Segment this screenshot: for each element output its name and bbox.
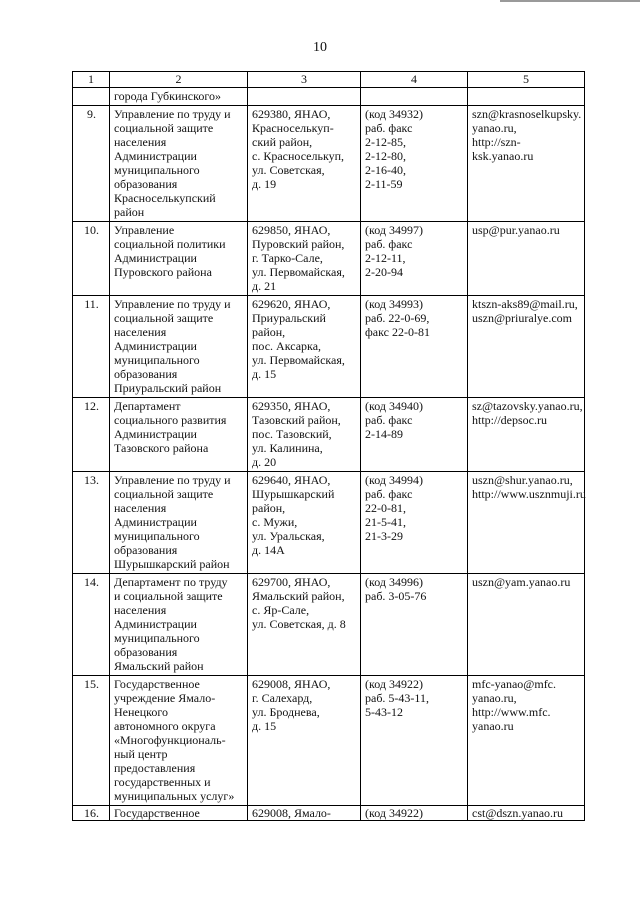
number-cell: 9.	[73, 106, 110, 222]
table-row	[73, 296, 585, 398]
phone-cell: (код 34922)	[361, 806, 468, 821]
table-row	[73, 398, 585, 472]
organization-cell: Управление по труду и социальной защите населения Администрации муниципального образования Шурышкарский район	[110, 472, 248, 574]
address-cell: 629850, ЯНАО, Пуровский район, г. Тарко-Сале, ул. Первомайская, д. 21	[248, 222, 361, 296]
contact-cell: uszn@yam.yanao.ru	[468, 574, 585, 676]
page-number: 10	[313, 40, 327, 55]
organization-cell: Государственное учреждение Ямало- Ненецкого автономного округа «Многофункциональ- ный центр предоставления государственных и муниципальных услуг»	[110, 676, 248, 806]
continued-row	[73, 88, 585, 106]
organization-cell: Государственное	[110, 806, 248, 821]
contact-cell: usp@pur.yanao.ru	[468, 222, 585, 296]
table-row	[73, 106, 585, 222]
address-cell	[248, 88, 361, 106]
phone-cell: (код 34940) раб. факс 2-14-89	[361, 398, 468, 472]
header-cell: 1	[73, 72, 110, 88]
header-cell: 5	[468, 72, 585, 88]
header-cell: 4	[361, 72, 468, 88]
number-cell: 16.	[73, 806, 110, 821]
organization-cell: Департамент по труду и социальной защите населения Администрации муниципального образования Ямальский район	[110, 574, 248, 676]
table-row	[73, 806, 585, 821]
contact-cell	[468, 88, 585, 106]
number-cell: 14.	[73, 574, 110, 676]
address-cell: 629640, ЯНАО, Шурышкарский район, с. Мужи, ул. Уральская, д. 14А	[248, 472, 361, 574]
organization-cell: города Губкинского»	[110, 88, 248, 106]
number-cell: 15.	[73, 676, 110, 806]
table-row	[73, 472, 585, 574]
address-cell: 629620, ЯНАО, Приуральский район, пос. Аксарка, ул. Первомайская, д. 15	[248, 296, 361, 398]
number-cell: 11.	[73, 296, 110, 398]
scan-edge-mark	[500, 0, 640, 2]
phone-cell: (код 34922) раб. 5-43-11, 5-43-12	[361, 676, 468, 806]
number-cell: 10.	[73, 222, 110, 296]
address-cell: 629008, ЯНАО, г. Салехард, ул. Броднева, д. 15	[248, 676, 361, 806]
contact-cell: szn@krasnoselkupsky. yanao.ru, http://szn-ksk.yanao.ru	[468, 106, 585, 222]
table-row	[73, 574, 585, 676]
address-cell: 629008, Ямало-	[248, 806, 361, 821]
phone-cell	[361, 88, 468, 106]
contact-cell: sz@tazovsky.yanao.ru, http://depsoc.ru	[468, 398, 585, 472]
organization-cell: Управление по труду и социальной защите населения Администрации муниципального образования Красноселькупский район	[110, 106, 248, 222]
contact-cell: cst@dszn.yanao.ru	[468, 806, 585, 821]
number-cell: 13.	[73, 472, 110, 574]
phone-cell: (код 34996) раб. 3-05-76	[361, 574, 468, 676]
phone-cell: (код 34994) раб. факс 22-0-81, 21-5-41, 21-3-29	[361, 472, 468, 574]
table-row	[73, 676, 585, 806]
table-row	[73, 222, 585, 296]
phone-cell: (код 34993) раб. 22-0-69, факс 22-0-81	[361, 296, 468, 398]
header-cell: 3	[248, 72, 361, 88]
address-cell: 629350, ЯНАО, Тазовский район, пос. Тазовский, ул. Калинина, д. 20	[248, 398, 361, 472]
phone-cell: (код 34932) раб. факс 2-12-85, 2-12-80, 2-16-40, 2-11-59	[361, 106, 468, 222]
header-cell: 2	[110, 72, 248, 88]
address-cell: 629380, ЯНАО, Красноселькуп- ский район, с. Красноселькуп, ул. Советская, д. 19	[248, 106, 361, 222]
contact-cell: uszn@shur.yanao.ru, http://www.usznmuji.ru	[468, 472, 585, 574]
organization-cell: Департамент социального развития Администрации Тазовского района	[110, 398, 248, 472]
organization-cell: Управление социальной политики Администрации Пуровского района	[110, 222, 248, 296]
contact-cell: mfc-yanao@mfc. yanao.ru, http://www.mfc. yanao.ru	[468, 676, 585, 806]
address-cell: 629700, ЯНАО, Ямальский район, с. Яр-Сале, ул. Советская, д. 8	[248, 574, 361, 676]
phone-cell: (код 34997) раб. факс 2-12-11, 2-20-94	[361, 222, 468, 296]
contacts-table	[72, 71, 585, 821]
number-cell: 12.	[73, 398, 110, 472]
organization-cell: Управление по труду и социальной защите населения Администрации муниципального образования Приуральский район	[110, 296, 248, 398]
number-cell	[73, 88, 110, 106]
header-row	[73, 72, 585, 88]
contact-cell: ktszn-aks89@mail.ru, uszn@priuralye.com	[468, 296, 585, 398]
